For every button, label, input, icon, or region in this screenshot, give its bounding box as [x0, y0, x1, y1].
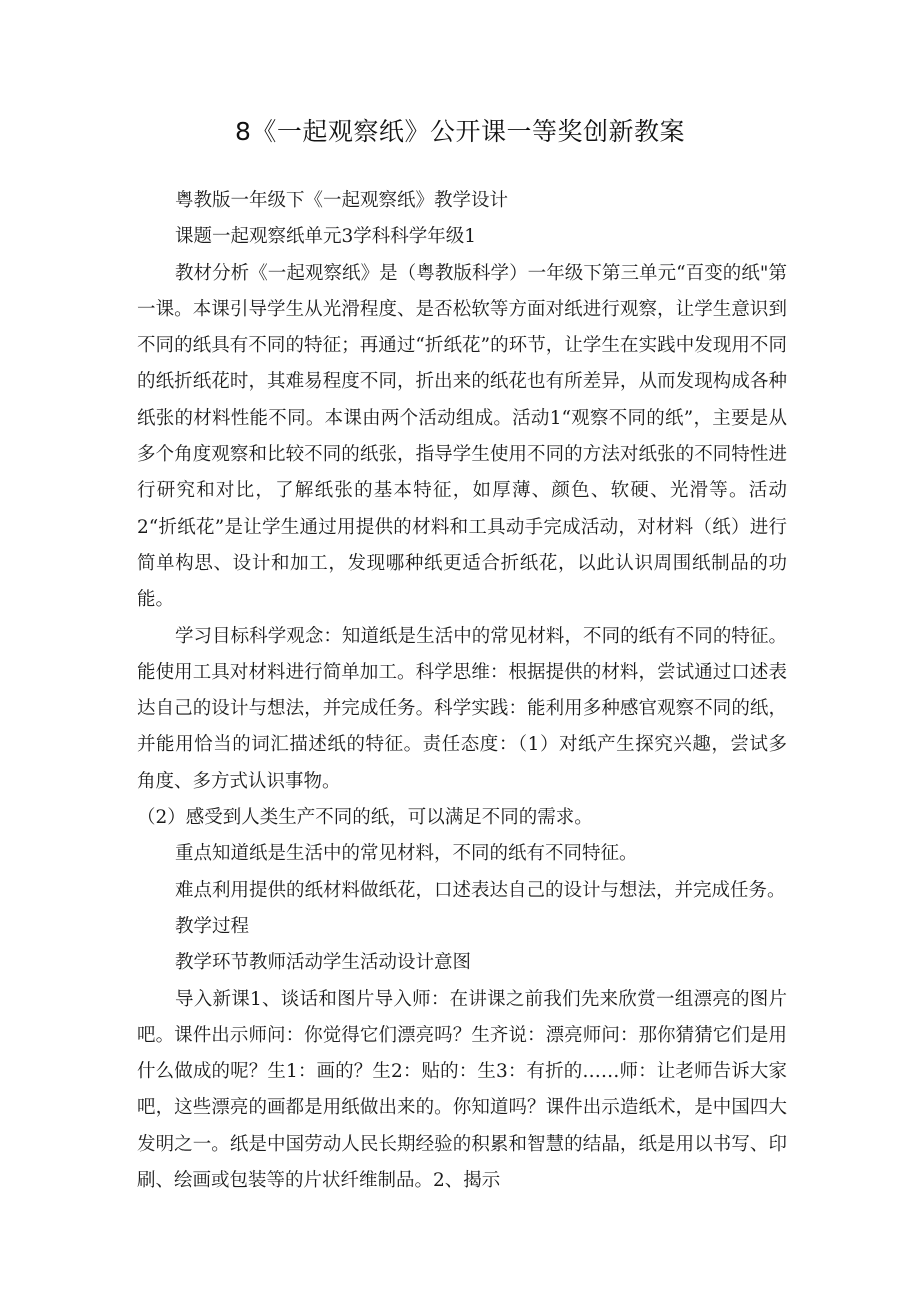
paragraph-introduction: 导入新课1、谈话和图片导入师：在讲课之前我们先来欣赏一组漂亮的图片吧。课件出示师问：你觉得它们漂亮吗？生齐说：漂亮师问：那你猜猜它们是用什么做成的呢？生1：画的？生2：贴的：生3：有折的……师：让老师告诉大家吧，这些漂亮的画都是用纸做出来的。你知道吗？课件出示造纸术，是中国四大发明之一。纸是中国劳动人民长期经验的积累和智慧的结晶，纸是用以书写、印刷、绘画或包装等的片状纤维制品。2、揭示	[137, 988, 787, 1192]
paragraph-teaching-process: 教学过程	[175, 915, 250, 937]
paragraph-course-info: 课题一起观察纸单元3学科科学年级1	[175, 226, 477, 248]
paragraph-subtitle: 粤教版一年级下《一起观察纸》教学设计	[175, 190, 509, 211]
document-body	[137, 183, 787, 1199]
paragraph-difficulty: 难点利用提供的纸材料做纸花，口述表达自己的设计与想法，并完成任务。	[175, 879, 786, 901]
document-title: 8《一起观察纸》公开课一等奖创新教案	[235, 117, 685, 146]
paragraph-learning-goals: 学习目标科学观念：知道纸是生活中的常见材料，不同的纸有不同的特征。能使用工具对材料进行简单加工。科学思维：根据提供的材料，尝试通过口述表达自己的设计与想法，并完成任务。科学实践：能利用多种感官观察不同的纸，并能用恰当的词汇描述纸的特征。责任态度：（1）对纸产生探究兴趣，尝试多角度、多方式认识事物。	[137, 625, 787, 792]
paragraph-key-point: 重点知道纸是生活中的常见材料，不同的纸有不同特征。	[175, 843, 638, 865]
paragraph-textbook-analysis: 教材分析《一起观察纸》是（粤教版科学）一年级下第三单元“百变的纸"第一课。本课引导学生从光滑程度、是否松软等方面对纸进行观察，让学生意识到不同的纸具有不同的特征；再通过“折纸花”的环节，让学生在实践中发现用不同的纸折纸花时，其难易程度不同，折出来的纸花也有所差异，从而发现构成各种纸张的材料性能不同。本课由两个活动组成。活动1“观察不同的纸”，主要是从多个角度观察和比较不同的纸张，指导学生使用不同的方法对纸张的不同特性进行研究和对比，了解纸张的基本特征，如厚薄、颜色、软硬、光滑等。活动2“折纸花”是让学生通过用提供的材料和工具动手完成活动，对材料（纸）进行简单构思、设计和加工，发现哪种纸更适合折纸花，以此认识周围纸制品的功能。	[137, 262, 787, 611]
paragraph-goal-2: （2）感受到人类生产不同的纸，可以满足不同的需求。	[137, 807, 593, 829]
paragraph-table-header: 教学环节教师活动学生活动设计意图	[175, 952, 472, 974]
